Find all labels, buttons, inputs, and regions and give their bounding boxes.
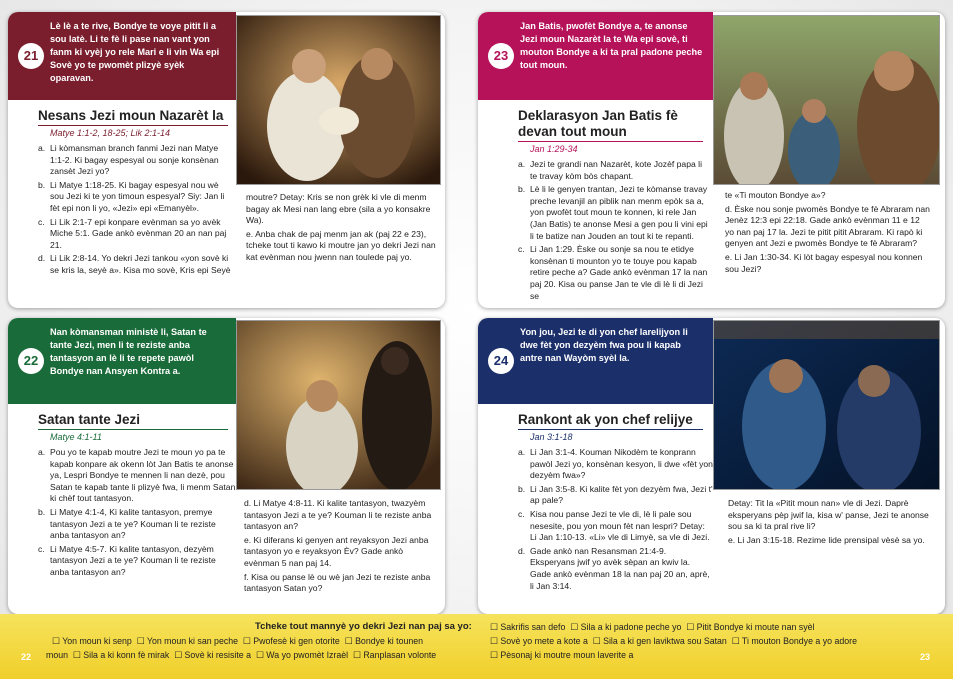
banner-text: Yon jou, Jezi te di yon chef larelijyon li dwe fèt yon dezyèm fwa pou li kapab antre nan Wayòm syèl la.: [520, 327, 688, 363]
nativity-photo: [236, 15, 441, 185]
card-number-badge: 24: [488, 348, 514, 374]
checklist-row-left-2: moun ☐ Sila a ki konn fè mirak ☐ Sovè ki resisite a ☐ Wa yo pwomèt Izraèl ☐ Ranplasan volonte: [46, 650, 437, 660]
temptation-illustration: [237, 321, 441, 490]
question-list: [38, 143, 234, 279]
card-title: Deklarasyon Jan Batis fè devan tout moun: [518, 108, 678, 139]
checkbox[interactable]: ☐: [686, 622, 695, 632]
question-item: c. Li Jan 1:29. Èske ou sonje sa nou te etidye konsènan ti mounton yo te touye pou kapab retire peche a? Gade ankò evènman 17 la nan paj 20. Kisa ou panse Jan te vle di lè li di Jezi se: [518, 244, 708, 301]
continuation-line: Detay: Tit la «Pitit moun nan» vle di Jezi. Daprè eksperyans pèp jwif la, kisa w' panse, Jezi te anonse sou sa ki ta pral rive li?: [728, 498, 929, 532]
continuation-line: e. Ki diferans ki genyen ant reyaksyon Jezi anba tantasyon yo e reyaksyon Èv? Gade ankò evènman 5 nan paj 14.: [244, 534, 429, 568]
banner-text: Jan Batis, pwofèt Bondye a, te anonse Jezi moun Nazarèt la te Wa epi sovè, ti mouton Bondye a ki ta pral padone peche tout moun.: [520, 21, 703, 70]
question-continuation: [246, 192, 436, 264]
continuation-line: d. Li Matye 4:8-11. Ki kalite tantasyon, twazyèm tantasyon Jezi a te ye? Kouman li te reziste anba tantasyon an?: [244, 498, 432, 532]
checkbox[interactable]: ☐: [352, 650, 361, 660]
card-number-badge: 21: [18, 43, 44, 69]
title-underline: [518, 429, 703, 430]
card-21: [8, 12, 445, 308]
card-banner: [8, 318, 236, 404]
baptism-photo: [713, 15, 940, 185]
scripture-reference: Matye 4:1-11: [50, 432, 102, 442]
question-item: a. Li Jan 3:1-4. Kouman Nikodèm te konprann pawòl Jezi yo, konsènan kesyon, li dwe «fèt yon dezyèm fwa»?: [518, 447, 713, 481]
question-item: c. Kisa nou panse Jezi te vle di, lè li pale sou nesesite, pou yon moun fèt nan lespri? Detay: Li Jan 1:10-13. «Li» vle di Limyè, sa vle di Jezi.: [518, 508, 710, 543]
checkbox[interactable]: ☐: [490, 650, 498, 660]
checkbox[interactable]: ☐: [570, 622, 579, 632]
question-list: [518, 159, 710, 304]
question-item: a. Pou yo te kapab moutre Jezi te moun yo pa te kapab konpare ak okenn lòt Jan Batis te anonse ya, Lespri Bondye te mennen li nan dezè, pou Satan te kapab tante li plizyè fwa, li menm Satan ki chèf tout tantasyon.: [38, 447, 236, 504]
question-item: c. Li Matye 4:5-7. Ki kalite tantasyon, dezyèm tantasyon Jezi a te ye? Kouman li te reziste anba tantasyon an?: [38, 543, 216, 577]
question-item: a. Li kòmansman branch fanmi Jezi nan Matye 1:1-2. Ki bagay espesyal ou sonje konsènan zansèt Jezi yo?: [38, 143, 219, 177]
checklist-row-right-2: ☐ Pèsonaj ki moutre moun laverite a: [490, 650, 634, 660]
banner-text: Lè lè a te rive, Bondye te voye pitit li a sou latè. Li te fè li pase nan vant yon fanm ki vyèj yo rele Mari e li vin Wa epi Sovè yo te pwomèt plizyè syèk oparavan.: [50, 21, 220, 83]
card-title: Rankont ak yon chef relijye: [518, 412, 693, 427]
continuation-line: e. Anba chak de paj menm jan ak (paj 22 e 23), tcheke tout ti kawo ki moutre jan yo dekri Jezi nan kat evènman nou jwenn nan toulede paj yo.: [246, 228, 436, 262]
question-list: [518, 447, 713, 594]
checkbox[interactable]: ☐: [490, 636, 498, 646]
question-continuation: [728, 498, 933, 546]
continuation-line: d. Èske nou sonje pwomès Bondye te fè Abraram nan Jenèz 12:3 epi 22:18. Gade ankò evènman 11 e 12 yo nan paj 17 la. Jezi te pitit pitit Abraram. Ki rapò ki genyen ant Jezi e pwomès Bondye te fè Abraram?: [725, 203, 930, 249]
checkbox[interactable]: ☐: [242, 636, 251, 646]
question-item: d. Gade ankò nan Resansman 21:4-9. Eksperyans jwif yo avèk sèpan an kwiv la. Gade ankò evènman 18 la nan paj 20 an, aprè, li Jan 3:14.: [518, 545, 710, 591]
card-22: [8, 318, 445, 614]
card-23: [478, 12, 945, 308]
question-item: b. Li Matye 1:18-25. Ki bagay espesyal nou wè sou Jezi ki te yon timoun espesyal? Siy: Jan li fèt epi non li yo, «Jezi» epi «Emanyèl».: [38, 179, 225, 213]
card-banner: [478, 318, 713, 404]
question-item: a. Jezi te grandi nan Nazarèt, kote Jozèf papa li te travay kòm bòs chapant.: [518, 159, 702, 181]
question-item: c. Li Lik 2:1-7 epi konpare evènman sa yo avèk Miche 5:1. Gade ankò evènman 20 an nan paj 21.: [38, 216, 227, 250]
nicodemus-illustration: [714, 321, 940, 490]
continuation-line: f. Kisa ou panse lè ou wè jan Jezi te reziste anba tantasyon Satan yo?: [244, 571, 431, 594]
question-item: d. Li Lik 2:8-14. Yo dekri Jezi tankou «yon sovè ki se kris la, seyè a». Kisa mo sovè, Kris epi Seyè: [38, 253, 231, 275]
checklist-row-right-1: ☐ Sovè yo mete a kote a ☐ Sila a ki gen laviktwa sou Satan ☐ Ti mouton Bondye a yo adore: [490, 636, 857, 646]
title-underline: [38, 125, 228, 126]
question-item: b. Li Matye 4:1-4, Ki kalite tantasyon, premye tantasyon Jezi a te ye? Kouman li te reziste anba tantasyon an?: [38, 506, 216, 541]
footer-checklist: [0, 614, 953, 679]
scripture-reference: Jan 1:29-34: [530, 144, 578, 154]
checkbox[interactable]: ☐: [174, 650, 183, 660]
question-item: b. Li Jan 3:5-8. Ki kalite fèt yon dezyèm fwa, Jezi t' ap pale?: [518, 483, 713, 506]
card-title: Satan tante Jezi: [38, 412, 141, 427]
scripture-reference: Jan 3:1-18: [530, 432, 573, 442]
question-continuation: [244, 498, 439, 595]
card-banner: [8, 12, 236, 100]
temptation-photo: [236, 320, 441, 490]
checkbox[interactable]: ☐: [255, 650, 264, 660]
card-24: [478, 318, 945, 614]
checkbox[interactable]: ☐: [136, 636, 145, 646]
scripture-reference: Matye 1:1-2, 18-25; Lik 2:1-14: [50, 128, 171, 138]
continuation-line: e. Li Jan 3:15-18. Rezime lide prensipal vèsè sa yo.: [728, 534, 925, 545]
title-underline: [38, 429, 228, 430]
checklist-row-left-1: ☐ Yon moun ki senp ☐ Yon moun ki san peche ☐ Pwofesè ki gen otorite ☐ Bondye ki tounen: [52, 636, 424, 646]
checkbox[interactable]: ☐: [731, 636, 740, 646]
page-number-right: 23: [920, 652, 931, 662]
question-item: b. Lè li le genyen trantan, Jezi te kòmanse travay preche levanjil an piblik nan menm epòk sa a, yon pwofèt tout moun te konnen, ki rele Jan (Jan Batis) te anonse Mesi a gen pou li vini epi li te batize nan Jouden an tout ki te repanti.: [518, 184, 708, 241]
john-baptist-illustration: [714, 16, 940, 185]
checklist-row-right-0: ☐ Sakrifis san defo ☐ Sila a ki padone peche yo ☐ Pitit Bondye ki moute nan syèl: [490, 622, 815, 632]
nativity-illustration: [237, 16, 441, 185]
checkbox[interactable]: ☐: [52, 636, 60, 646]
checkbox[interactable]: ☐: [344, 636, 353, 646]
title-underline: [518, 141, 703, 142]
continuation-line: te «Ti mouton Bondye a»?: [725, 190, 826, 200]
card-title: Nesans Jezi moun Nazarèt la: [38, 108, 224, 123]
page-number-left: 22: [21, 652, 32, 662]
checkbox[interactable]: ☐: [490, 622, 498, 632]
continuation-line: moutre? Detay: Kris se non grèk ki vle di menm bagay ak Mesi nan lang ebre (sila a yo konsakre Wa).: [246, 192, 431, 226]
nicodemus-photo: [713, 320, 940, 490]
banner-text: Nan kòmansman ministè li, Satan te tante Jezi, men li te reziste anba tantasyon an lè li te repete pawòl Bondye nan Ansyen Kontra a.: [50, 327, 207, 376]
card-number-badge: 23: [488, 43, 514, 69]
question-list: [38, 447, 236, 581]
continuation-line: e. Li Jan 1:30-34. Ki lòt bagay espesyal nou konnen sou Jezi?: [725, 251, 923, 274]
checkbox[interactable]: ☐: [592, 636, 601, 646]
card-number-badge: 22: [18, 348, 44, 374]
checklist-title: Tcheke tout mannyè yo dekri Jezi nan paj sa yo:: [255, 621, 472, 632]
checkbox[interactable]: ☐: [72, 650, 81, 660]
question-continuation: [725, 190, 930, 275]
card-banner: [478, 12, 713, 100]
